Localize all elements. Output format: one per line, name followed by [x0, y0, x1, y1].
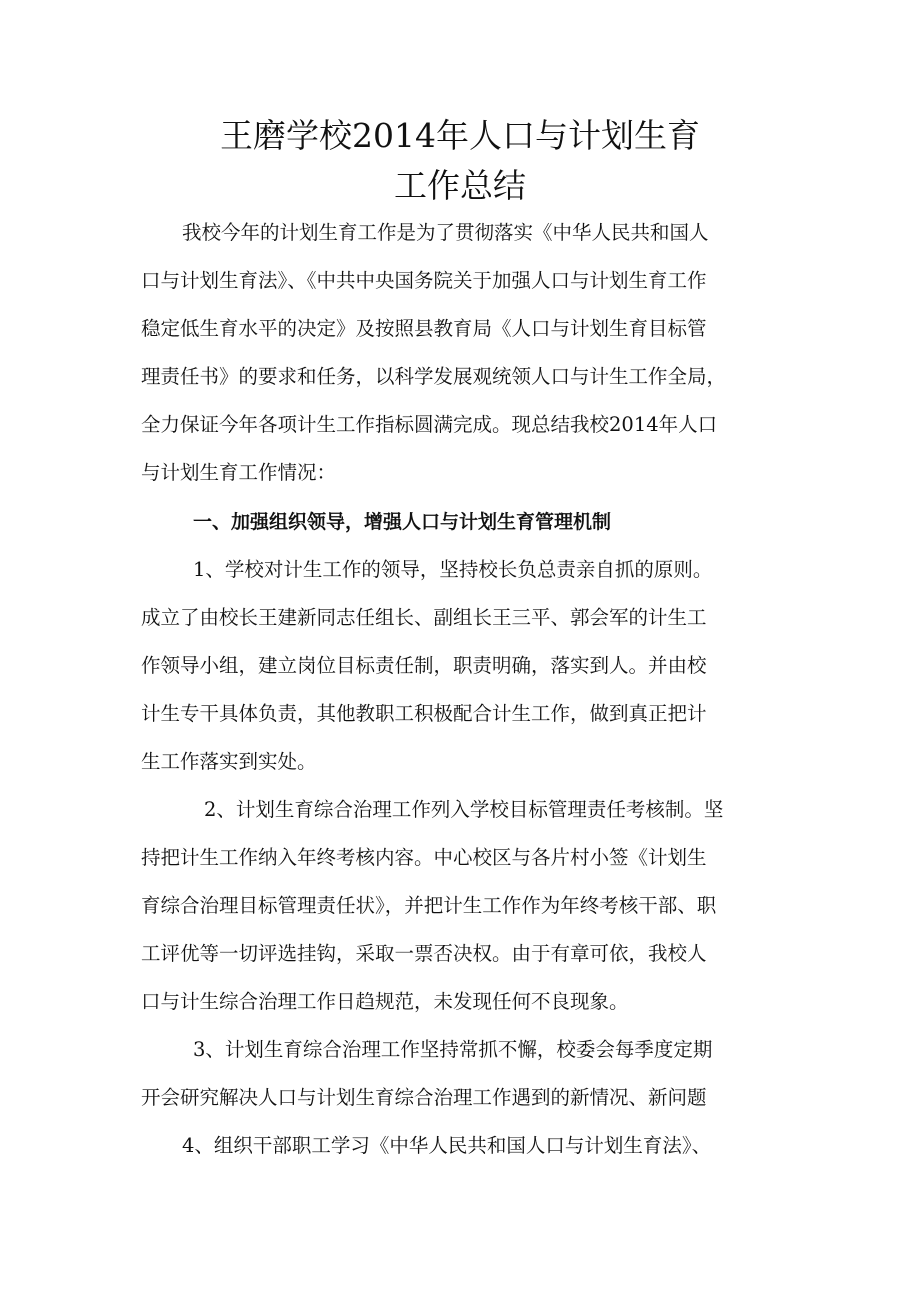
paragraph-line: 开会研究解决人口与计划生育综合治理工作遇到的新情况、新问题 — [141, 1086, 707, 1109]
paragraph-line: 生工作落实到实处。 — [141, 750, 317, 773]
paragraph-line: 持把计生工作纳入年终考核内容。中心校区与各片村小签《计划生 — [141, 846, 707, 869]
paragraph-line: 1、学校对计生工作的领导，坚持校长负总责亲自抓的原则。 — [193, 558, 713, 581]
paragraph-line: 全力保证今年各项计生工作指标圆满完成。现总结我校2014年人口 — [141, 413, 718, 436]
section-heading: 一、加强组织领导，增强人口与计划生育管理机制 — [193, 511, 612, 533]
paragraph-line: 4、组织干部职工学习《中华人民共和国人口与计划生育法》、 — [182, 1134, 712, 1157]
paragraph-line: 成立了由校长王建新同志任组长、副组长王三平、郭会军的计生工 — [141, 606, 707, 629]
paragraph-line: 我校今年的计划生育工作是为了贯彻落实《中华人民共和国人 — [182, 221, 709, 244]
paragraph-line: 3、计划生育综合治理工作坚持常抓不懈，校委会每季度定期 — [193, 1038, 713, 1061]
paragraph-line: 育综合治理目标管理责任状》，并把计生工作作为年终考核干部、职 — [141, 894, 717, 917]
paragraph-line: 与计划生育工作情况： — [141, 461, 337, 484]
paragraph-line: 2、计划生育综合治理工作列入学校目标管理责任考核制。坚 — [204, 798, 724, 821]
paragraph-line: 口与计生综合治理工作日趋规范，未发现任何不良现象。 — [141, 990, 629, 1013]
paragraph-line: 作领导小组，建立岗位目标责任制，职责明确，落实到人。并由校 — [141, 654, 707, 677]
paragraph-line: 理责任书》的要求和任务，以科学发展观统领人口与计生工作全局， — [141, 365, 727, 388]
document-title-line2: 工作总结 — [394, 166, 526, 205]
paragraph-line: 计生专干具体负责，其他教职工积极配合计生工作，做到真正把计 — [141, 702, 707, 725]
paragraph-line: 口与计划生育法》、《中共中央国务院关于加强人口与计划生育工作 — [141, 269, 707, 292]
document-title-line1: 王磨学校2014年人口与计划生育 — [220, 116, 700, 155]
paragraph-line: 工评优等一切评选挂钩，采取一票否决权。由于有章可依，我校人 — [141, 942, 707, 965]
paragraph-line: 稳定低生育水平的决定》及按照县教育局《人口与计划生育目标管 — [141, 317, 707, 340]
